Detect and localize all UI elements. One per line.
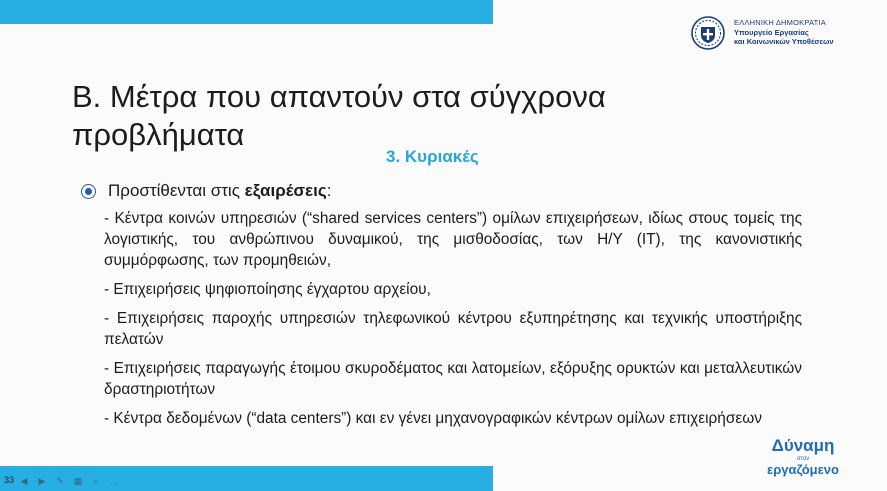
ministry-logo <box>691 14 861 54</box>
list-item: - Επιχειρήσεις παραγωγής έτοιμου σκυροδέματος και λατομείων, εξόρυξης ορυκτών και μεταλλευτικών δραστηριοτήτων <box>104 360 802 398</box>
prev-icon[interactable]: ◀ <box>20 476 28 486</box>
page-number: 33 <box>4 475 15 485</box>
ministry-line-3: και Κοινωνικών Υποθέσεων <box>734 37 834 46</box>
main-bullet <box>81 181 331 201</box>
title-line-2: προβλήματα <box>72 117 245 152</box>
list-item: - Κέντρα κοινών υπηρεσιών (“shared services centers”) ομίλων επιχειρήσεων, ιδίως στους τομείς της λογιστικής, του ανθρώπινου δυναμικού, της μισθοδοσίας, των Η/Υ (IT), της κανονιστικής συμμόρφωσης, των προμηθειών, <box>104 210 802 269</box>
list-item: - Επιχειρήσεις ψηφιοποίησης έγχαρτου αρχείου, <box>104 281 431 298</box>
ministry-line-1: ΕΛΛΗΝΙΚΗ ΔΗΜΟΚΡΑΤΙΑ <box>734 18 826 27</box>
brand-line-3: εργαζόμενο <box>767 462 839 477</box>
radio-bullet-icon <box>81 184 96 199</box>
title-line-1: Β. Μέτρα που απαντούν στα σύγχρονα <box>72 79 606 114</box>
slide-subtitle: 3. Κυριακές <box>386 147 479 166</box>
bullet-bold: εξαιρέσεις <box>244 181 327 200</box>
next-icon[interactable]: ▶ <box>38 476 46 486</box>
top-accent-bar <box>0 0 493 24</box>
bullet-prefix: Προστίθενται στις <box>108 181 245 200</box>
list-item: - Κέντρα δεδομένων (“data centers”) και εν γένει μηχανογραφικών κέντρων ομίλων επιχειρήσεων <box>104 410 762 427</box>
ministry-line-2: Υπουργείο Εργασίας <box>734 27 809 37</box>
brand-line-1: Δύναμη <box>771 436 835 455</box>
slide-toolbar <box>18 476 120 486</box>
slide-title <box>72 78 692 154</box>
bullet-suffix: : <box>326 181 332 200</box>
more-icon[interactable]: … <box>109 476 119 486</box>
greek-seal-icon <box>691 16 725 50</box>
brand-line-2: στον <box>796 456 810 462</box>
exception-list <box>104 208 802 437</box>
brand-logo <box>758 436 848 477</box>
grid-icon[interactable]: ▦ <box>73 476 83 486</box>
zoom-icon[interactable]: ⌕ <box>93 476 99 486</box>
pen-icon[interactable]: ✎ <box>56 476 64 486</box>
list-item: - Επιχειρήσεις παροχής υπηρεσιών τηλεφωνικού κέντρου εξυπηρέτησης και τεχνικής υποστήριξης πελατών <box>104 310 802 348</box>
